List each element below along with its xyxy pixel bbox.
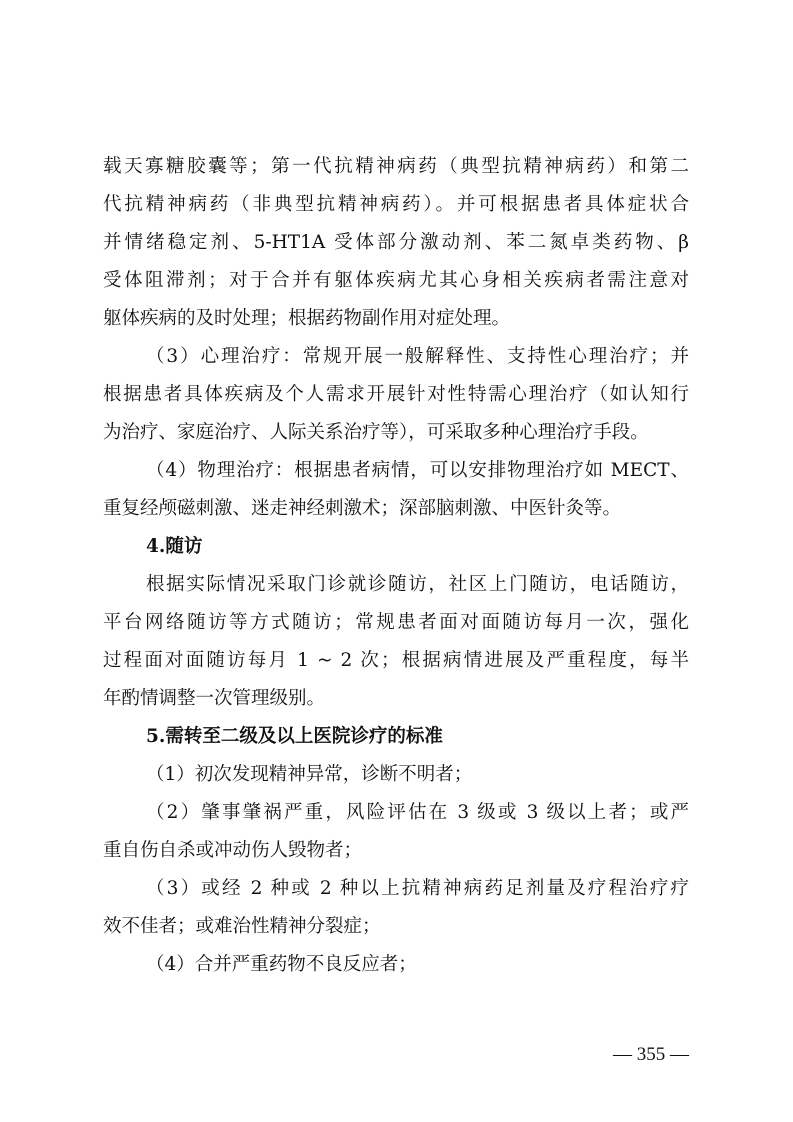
- section-heading: 5.需转至二级及以上医院诊疗的标准: [146, 726, 443, 747]
- text-line: （4）合并严重药物不良反应者；: [146, 954, 417, 975]
- text-line: 平台网络随访等方式随访；常规患者面对面随访每月一次，强化: [103, 612, 689, 633]
- page-number: — 355 —: [613, 1044, 689, 1065]
- text-line: 代抗精神病药（非典型抗精神病药）。并可根据患者具体症状合: [103, 194, 689, 215]
- text-line: 受体阻滞剂；对于合并有躯体疾病尤其心身相关疾病者需注意对: [103, 270, 689, 291]
- text-line: 效不佳者；或难治性精神分裂症；: [103, 916, 381, 937]
- text-line: 为治疗、家庭治疗、人际关系治疗等），可采取多种心理治疗手段。: [103, 422, 649, 443]
- section-heading: 4.随访: [146, 536, 203, 557]
- text-line: 过程面对面随访每月 1 ~ 2 次；根据病情进展及严重程度，每半: [103, 650, 689, 671]
- text-line: 根据患者具体疾病及个人需求开展针对性特需心理治疗（如认知行: [103, 384, 689, 405]
- text-line: 载天寡糖胶囊等；第一代抗精神病药（典型抗精神病药）和第二: [103, 156, 689, 177]
- text-line: 年酌情调整一次管理级别。: [103, 688, 326, 709]
- text-line: （3）心理治疗：常规开展一般解释性、支持性心理治疗；并: [146, 346, 689, 367]
- text-line: （2）肇事肇祸严重，风险评估在 3 级或 3 级以上者；或严: [146, 802, 689, 823]
- text-line: （3）或经 2 种或 2 种以上抗精神病药足剂量及疗程治疗疗: [146, 878, 689, 899]
- text-line: 重复经颅磁刺激、迷走神经刺激术；深部脑刺激、中医针灸等。: [103, 498, 622, 519]
- text-line: 重自伤自杀或冲动伤人毁物者；: [103, 840, 363, 861]
- text-line: 并情绪稳定剂、5-HT1A 受体部分激动剂、苯二氮卓类药物、β: [103, 232, 689, 253]
- text-line: 根据实际情况采取门诊就诊随访，社区上门随访，电话随访，: [146, 574, 689, 595]
- text-line: （4）物理治疗：根据患者病情，可以安排物理治疗如 MECT、: [146, 460, 689, 481]
- text-line: 躯体疾病的及时处理；根据药物副作用对症处理。: [103, 308, 511, 329]
- text-line: （1）初次发现精神异常，诊断不明者；: [146, 764, 473, 785]
